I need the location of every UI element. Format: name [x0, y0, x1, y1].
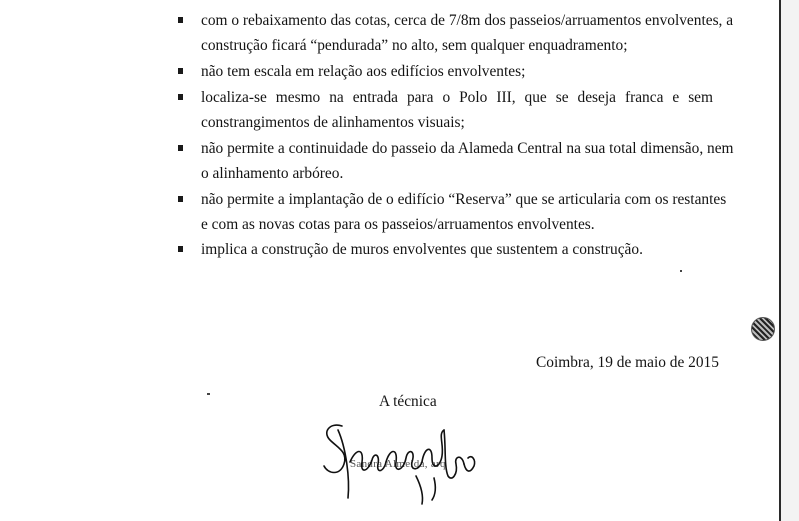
list-item-line: e com as novas cotas para os passeios/arruamentos envolventes.	[201, 216, 595, 233]
bullet-icon	[178, 94, 183, 100]
bullet-icon	[178, 17, 183, 23]
signature-name: Sandra Almeida, arq	[350, 458, 446, 470]
list-item-line: implica a construção de muros envolventes que sustentem a construção.	[201, 241, 643, 258]
list-item-line: construção ficará “pendurada” no alto, sem qualquer enquadramento;	[201, 37, 628, 54]
bullet-icon	[178, 196, 183, 202]
signature-icon	[320, 418, 490, 508]
list-item	[201, 85, 713, 135]
stamp-dot-icon	[751, 317, 775, 341]
list-item-line: localiza-se mesmo na entrada para o Polo III, que se deseja franca e sem	[201, 89, 713, 106]
bullet-icon	[178, 68, 183, 74]
list-item-line: não permite a implantação de o edifício “Reserva” que se articularia com os restantes	[201, 191, 727, 208]
list-item-line: com o rebaixamento das cotas, cerca de 7/8m dos passeios/arruamentos envolventes, a	[201, 12, 734, 29]
bullet-icon	[178, 145, 183, 151]
signer-role: A técnica	[379, 393, 437, 410]
list-item-line: não tem escala em relação aos edifícios envolventes;	[201, 63, 526, 80]
scan-margin	[781, 0, 799, 521]
list-item-line: o alinhamento arbóreo.	[201, 165, 344, 182]
list-item-line: constrangimentos de alinhamentos visuais;	[201, 114, 465, 131]
list-item	[201, 59, 713, 84]
list-item	[201, 237, 713, 262]
list-item	[201, 136, 734, 186]
list-item	[201, 187, 727, 237]
scan-speck	[680, 270, 682, 272]
bullet-icon	[178, 246, 183, 252]
list-item	[201, 8, 734, 58]
list-item-line: não permite a continuidade do passeio da Alameda Central na sua total dimensão, nem	[201, 140, 734, 157]
place-date: Coimbra, 19 de maio de 2015	[536, 354, 719, 371]
scan-speck	[207, 393, 210, 395]
